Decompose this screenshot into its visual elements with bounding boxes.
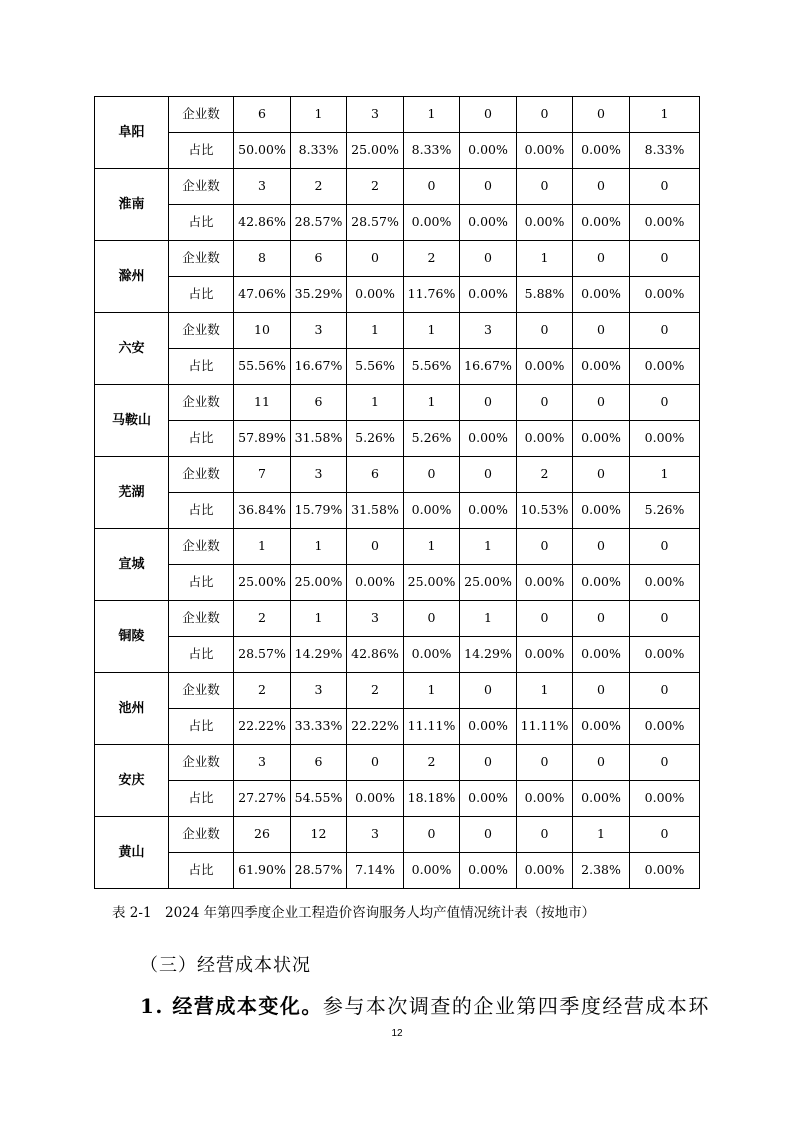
table-row xyxy=(95,493,700,529)
table-row xyxy=(95,637,700,673)
city-name-cell: 马鞍山 xyxy=(95,385,169,457)
count-cell: 8 xyxy=(234,241,291,277)
ratio-cell: 0.00% xyxy=(573,637,630,673)
table-row xyxy=(95,133,700,169)
ratio-label-cell: 占比 xyxy=(169,349,234,385)
table-row xyxy=(95,169,700,205)
ratio-cell: 0.00% xyxy=(573,205,630,241)
ratio-cell: 14.29% xyxy=(291,637,347,673)
ratio-cell: 57.89% xyxy=(234,421,291,457)
ratio-label-cell: 占比 xyxy=(169,493,234,529)
count-cell: 0 xyxy=(517,817,573,853)
ratio-label-cell: 占比 xyxy=(169,421,234,457)
count-cell: 1 xyxy=(630,97,700,133)
table-row xyxy=(95,745,700,781)
ratio-cell: 0.00% xyxy=(517,205,573,241)
count-cell: 0 xyxy=(460,169,517,205)
count-cell: 0 xyxy=(404,601,460,637)
count-cell: 0 xyxy=(404,457,460,493)
ratio-cell: 28.57% xyxy=(291,205,347,241)
table-row xyxy=(95,97,700,133)
ratio-cell: 0.00% xyxy=(573,565,630,601)
ratio-cell: 0.00% xyxy=(630,637,700,673)
ratio-cell: 22.22% xyxy=(347,709,404,745)
city-name-cell: 六安 xyxy=(95,313,169,385)
city-name-cell: 黄山 xyxy=(95,817,169,889)
count-cell: 3 xyxy=(460,313,517,349)
ratio-cell: 0.00% xyxy=(517,565,573,601)
ratio-label-cell: 占比 xyxy=(169,781,234,817)
page-number: 12 xyxy=(391,1028,403,1039)
count-cell: 7 xyxy=(234,457,291,493)
city-name-cell: 阜阳 xyxy=(95,97,169,169)
city-name-cell: 铜陵 xyxy=(95,601,169,673)
ratio-cell: 0.00% xyxy=(460,421,517,457)
ratio-cell: 7.14% xyxy=(347,853,404,889)
section-heading: （三）经营成本状况 xyxy=(140,955,311,976)
count-label-cell: 企业数 xyxy=(169,385,234,421)
count-cell: 0 xyxy=(630,601,700,637)
count-cell: 0 xyxy=(630,385,700,421)
count-cell: 1 xyxy=(460,529,517,565)
ratio-cell: 0.00% xyxy=(573,781,630,817)
ratio-cell: 0.00% xyxy=(460,781,517,817)
count-cell: 0 xyxy=(573,385,630,421)
count-label-cell: 企业数 xyxy=(169,241,234,277)
count-cell: 3 xyxy=(234,169,291,205)
count-cell: 1 xyxy=(573,817,630,853)
count-cell: 1 xyxy=(404,385,460,421)
count-cell: 1 xyxy=(404,529,460,565)
ratio-cell: 0.00% xyxy=(460,277,517,313)
count-cell: 2 xyxy=(234,673,291,709)
count-cell: 0 xyxy=(630,241,700,277)
ratio-cell: 0.00% xyxy=(573,493,630,529)
table-row xyxy=(95,529,700,565)
ratio-cell: 42.86% xyxy=(234,205,291,241)
city-name-cell: 池州 xyxy=(95,673,169,745)
count-cell: 1 xyxy=(404,97,460,133)
city-name-cell: 滁州 xyxy=(95,241,169,313)
ratio-cell: 0.00% xyxy=(573,133,630,169)
paragraph-bold-lead: 1. 经营成本变化。 xyxy=(140,994,323,1018)
ratio-cell: 54.55% xyxy=(291,781,347,817)
count-cell: 6 xyxy=(291,745,347,781)
count-cell: 3 xyxy=(291,313,347,349)
count-cell: 6 xyxy=(291,385,347,421)
count-cell: 2 xyxy=(404,241,460,277)
count-cell: 0 xyxy=(347,241,404,277)
ratio-cell: 25.00% xyxy=(460,565,517,601)
table-row xyxy=(95,781,700,817)
table-row xyxy=(95,349,700,385)
ratio-cell: 0.00% xyxy=(460,133,517,169)
table-row xyxy=(95,385,700,421)
count-cell: 0 xyxy=(460,745,517,781)
ratio-cell: 42.86% xyxy=(347,637,404,673)
ratio-label-cell: 占比 xyxy=(169,277,234,313)
ratio-cell: 11.11% xyxy=(517,709,573,745)
count-label-cell: 企业数 xyxy=(169,313,234,349)
count-cell: 0 xyxy=(573,601,630,637)
ratio-cell: 33.33% xyxy=(291,709,347,745)
table-body xyxy=(95,97,700,889)
table-row xyxy=(95,277,700,313)
ratio-cell: 2.38% xyxy=(573,853,630,889)
count-cell: 3 xyxy=(234,745,291,781)
ratio-cell: 22.22% xyxy=(234,709,291,745)
ratio-cell: 14.29% xyxy=(460,637,517,673)
ratio-cell: 0.00% xyxy=(630,565,700,601)
ratio-label-cell: 占比 xyxy=(169,853,234,889)
count-label-cell: 企业数 xyxy=(169,529,234,565)
count-cell: 3 xyxy=(291,457,347,493)
ratio-cell: 0.00% xyxy=(460,709,517,745)
ratio-cell: 0.00% xyxy=(404,853,460,889)
ratio-cell: 0.00% xyxy=(630,349,700,385)
ratio-cell: 36.84% xyxy=(234,493,291,529)
count-cell: 0 xyxy=(460,241,517,277)
count-cell: 0 xyxy=(517,601,573,637)
count-cell: 1 xyxy=(291,601,347,637)
count-label-cell: 企业数 xyxy=(169,817,234,853)
count-cell: 0 xyxy=(630,673,700,709)
count-cell: 1 xyxy=(404,673,460,709)
ratio-cell: 55.56% xyxy=(234,349,291,385)
ratio-cell: 0.00% xyxy=(517,421,573,457)
ratio-cell: 0.00% xyxy=(517,133,573,169)
count-cell: 0 xyxy=(573,241,630,277)
ratio-cell: 31.58% xyxy=(347,493,404,529)
count-label-cell: 企业数 xyxy=(169,169,234,205)
ratio-cell: 25.00% xyxy=(291,565,347,601)
ratio-cell: 0.00% xyxy=(517,637,573,673)
ratio-cell: 0.00% xyxy=(517,349,573,385)
ratio-cell: 0.00% xyxy=(404,205,460,241)
count-cell: 1 xyxy=(347,385,404,421)
table-row xyxy=(95,853,700,889)
count-cell: 2 xyxy=(404,745,460,781)
ratio-cell: 25.00% xyxy=(404,565,460,601)
count-cell: 1 xyxy=(460,601,517,637)
count-label-cell: 企业数 xyxy=(169,673,234,709)
ratio-cell: 0.00% xyxy=(460,205,517,241)
ratio-cell: 47.06% xyxy=(234,277,291,313)
ratio-cell: 10.53% xyxy=(517,493,573,529)
count-cell: 3 xyxy=(291,673,347,709)
count-cell: 3 xyxy=(347,817,404,853)
table-row xyxy=(95,313,700,349)
ratio-label-cell: 占比 xyxy=(169,133,234,169)
ratio-cell: 50.00% xyxy=(234,133,291,169)
table-row xyxy=(95,673,700,709)
ratio-cell: 0.00% xyxy=(630,277,700,313)
count-cell: 2 xyxy=(347,169,404,205)
count-cell: 6 xyxy=(234,97,291,133)
ratio-cell: 5.88% xyxy=(517,277,573,313)
city-stats-table xyxy=(94,96,700,889)
ratio-cell: 0.00% xyxy=(573,349,630,385)
count-cell: 0 xyxy=(573,673,630,709)
city-name-cell: 宣城 xyxy=(95,529,169,601)
ratio-cell: 5.56% xyxy=(404,349,460,385)
ratio-cell: 0.00% xyxy=(347,781,404,817)
count-cell: 6 xyxy=(291,241,347,277)
ratio-cell: 0.00% xyxy=(517,781,573,817)
ratio-cell: 8.33% xyxy=(404,133,460,169)
count-cell: 0 xyxy=(630,745,700,781)
count-cell: 0 xyxy=(517,745,573,781)
count-label-cell: 企业数 xyxy=(169,457,234,493)
count-cell: 0 xyxy=(573,313,630,349)
ratio-cell: 11.76% xyxy=(404,277,460,313)
ratio-cell: 18.18% xyxy=(404,781,460,817)
count-cell: 0 xyxy=(404,817,460,853)
count-cell: 0 xyxy=(573,457,630,493)
count-cell: 0 xyxy=(630,313,700,349)
ratio-cell: 28.57% xyxy=(291,853,347,889)
count-cell: 0 xyxy=(630,817,700,853)
ratio-cell: 0.00% xyxy=(517,853,573,889)
ratio-cell: 0.00% xyxy=(460,853,517,889)
table-row xyxy=(95,421,700,457)
ratio-cell: 61.90% xyxy=(234,853,291,889)
count-cell: 1 xyxy=(517,673,573,709)
ratio-label-cell: 占比 xyxy=(169,565,234,601)
ratio-cell: 5.26% xyxy=(630,493,700,529)
count-cell: 12 xyxy=(291,817,347,853)
count-cell: 1 xyxy=(630,457,700,493)
ratio-cell: 0.00% xyxy=(573,421,630,457)
ratio-cell: 31.58% xyxy=(291,421,347,457)
count-cell: 2 xyxy=(291,169,347,205)
count-cell: 0 xyxy=(630,169,700,205)
count-cell: 0 xyxy=(517,169,573,205)
ratio-cell: 15.79% xyxy=(291,493,347,529)
count-cell: 0 xyxy=(460,673,517,709)
city-name-cell: 淮南 xyxy=(95,169,169,241)
count-cell: 2 xyxy=(517,457,573,493)
ratio-cell: 0.00% xyxy=(630,781,700,817)
count-label-cell: 企业数 xyxy=(169,97,234,133)
city-name-cell: 安庆 xyxy=(95,745,169,817)
count-cell: 0 xyxy=(460,817,517,853)
ratio-label-cell: 占比 xyxy=(169,205,234,241)
ratio-cell: 0.00% xyxy=(630,421,700,457)
table-row xyxy=(95,817,700,853)
ratio-cell: 8.33% xyxy=(630,133,700,169)
count-cell: 26 xyxy=(234,817,291,853)
table-row xyxy=(95,457,700,493)
ratio-cell: 16.67% xyxy=(460,349,517,385)
ratio-cell: 0.00% xyxy=(347,277,404,313)
count-cell: 10 xyxy=(234,313,291,349)
count-cell: 0 xyxy=(517,385,573,421)
ratio-cell: 0.00% xyxy=(460,493,517,529)
count-cell: 0 xyxy=(517,97,573,133)
ratio-cell: 5.26% xyxy=(404,421,460,457)
ratio-cell: 0.00% xyxy=(630,205,700,241)
count-cell: 1 xyxy=(234,529,291,565)
ratio-cell: 0.00% xyxy=(404,637,460,673)
count-cell: 3 xyxy=(347,97,404,133)
count-cell: 11 xyxy=(234,385,291,421)
ratio-cell: 0.00% xyxy=(573,277,630,313)
count-label-cell: 企业数 xyxy=(169,601,234,637)
ratio-cell: 11.11% xyxy=(404,709,460,745)
table-row xyxy=(95,241,700,277)
count-label-cell: 企业数 xyxy=(169,745,234,781)
ratio-cell: 28.57% xyxy=(234,637,291,673)
ratio-cell: 25.00% xyxy=(347,133,404,169)
ratio-cell: 0.00% xyxy=(630,709,700,745)
count-cell: 0 xyxy=(573,745,630,781)
count-cell: 2 xyxy=(347,673,404,709)
paragraph-text: 参与本次调查的企业第四季度经营成本环 xyxy=(322,994,710,1018)
count-cell: 1 xyxy=(291,529,347,565)
ratio-cell: 5.26% xyxy=(347,421,404,457)
count-cell: 1 xyxy=(404,313,460,349)
table-row xyxy=(95,601,700,637)
paragraph xyxy=(140,990,710,1019)
count-cell: 0 xyxy=(517,529,573,565)
ratio-label-cell: 占比 xyxy=(169,709,234,745)
table-row xyxy=(95,565,700,601)
count-cell: 0 xyxy=(347,529,404,565)
count-cell: 0 xyxy=(404,169,460,205)
ratio-cell: 0.00% xyxy=(404,493,460,529)
ratio-cell: 35.29% xyxy=(291,277,347,313)
count-cell: 0 xyxy=(573,97,630,133)
count-cell: 1 xyxy=(517,241,573,277)
count-cell: 0 xyxy=(460,385,517,421)
ratio-cell: 8.33% xyxy=(291,133,347,169)
count-cell: 0 xyxy=(573,529,630,565)
ratio-cell: 0.00% xyxy=(630,853,700,889)
ratio-cell: 0.00% xyxy=(573,709,630,745)
count-cell: 1 xyxy=(291,97,347,133)
ratio-cell: 25.00% xyxy=(234,565,291,601)
ratio-cell: 27.27% xyxy=(234,781,291,817)
count-cell: 0 xyxy=(347,745,404,781)
count-cell: 0 xyxy=(460,97,517,133)
count-cell: 0 xyxy=(630,529,700,565)
city-name-cell: 芜湖 xyxy=(95,457,169,529)
count-cell: 0 xyxy=(460,457,517,493)
count-cell: 6 xyxy=(347,457,404,493)
count-cell: 0 xyxy=(517,313,573,349)
ratio-cell: 28.57% xyxy=(347,205,404,241)
ratio-cell: 16.67% xyxy=(291,349,347,385)
ratio-label-cell: 占比 xyxy=(169,637,234,673)
ratio-cell: 0.00% xyxy=(347,565,404,601)
ratio-cell: 5.56% xyxy=(347,349,404,385)
count-cell: 2 xyxy=(234,601,291,637)
table-row xyxy=(95,205,700,241)
count-cell: 1 xyxy=(347,313,404,349)
table-caption: 表 2-1 2024 年第四季度企业工程造价咨询服务人均产值情况统计表（按地市） xyxy=(112,905,596,921)
count-cell: 3 xyxy=(347,601,404,637)
count-cell: 0 xyxy=(573,169,630,205)
table-row xyxy=(95,709,700,745)
